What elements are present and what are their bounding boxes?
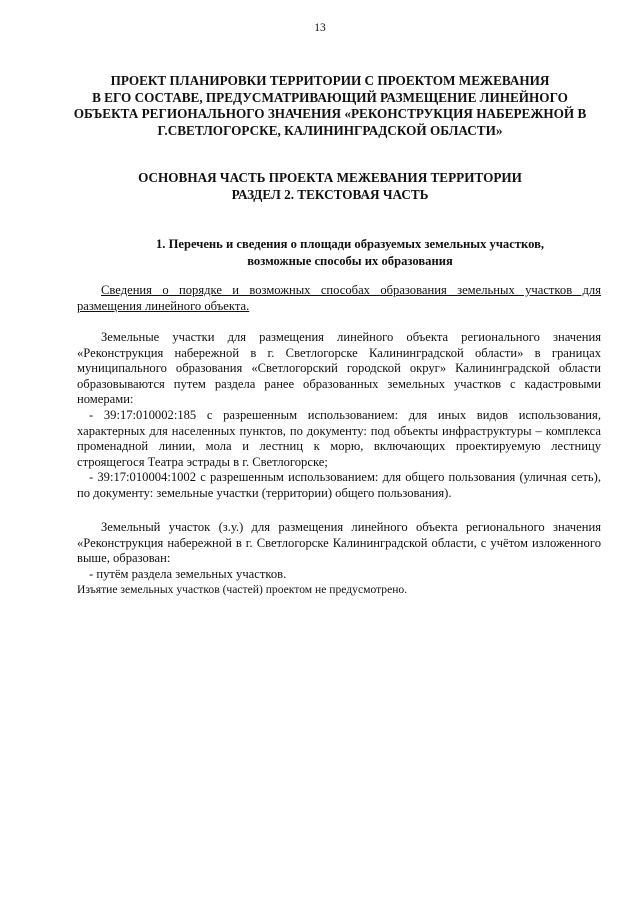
page-number: 13	[314, 22, 326, 34]
section-title	[44, 170, 616, 203]
main-title	[44, 73, 616, 139]
underlined-heading: Сведения о порядке и возможных способах образования земельных участков для размещения линейного объекта.	[77, 283, 601, 313]
list-item-3: - путём раздела земельных участков.	[89, 566, 287, 581]
list-item-2: - 39:17:010004:1002 с разрешенным использованием: для общего пользования (уличная сеть), по документу: земельные участки (территории) общего пользования).	[77, 470, 601, 500]
main-title-line-2: В ЕГО СОСТАВЕ, ПРЕДУСМАТРИВАЮЩИЙ РАЗМЕЩЕНИЕ ЛИНЕЙНОГО	[92, 89, 568, 105]
subsection-title: 1. Перечень и сведения о площади образуемых земельных участков, возможные способы их образования	[155, 237, 545, 268]
main-title-line-4: Г.СВЕТЛОГОРСКЕ, КАЛИНИНГРАДСКОЙ ОБЛАСТИ»	[157, 122, 503, 138]
main-title-line-3: ОБЪЕКТА РЕГИОНАЛЬНОГО ЗНАЧЕНИЯ «РЕКОНСТРУКЦИЯ НАБЕРЕЖНОЙ В	[73, 106, 587, 122]
paragraph-2: Земельный участок (з.у.) для размещения линейного объекта регионального значения «Реконструкция набережной в г. Светлогорске Калининградской области, с учётом изложенного выше, образован:	[77, 520, 601, 566]
closing-note: Изъятие земельных участков (частей) проектом не предусмотрено.	[77, 583, 408, 597]
paragraph-1: Земельные участки для размещения линейного объекта регионального значения «Реконструкция набережной в г. Светлогорске Калининградской области» в границах муниципального образования «Светлогорский городской округ» Калининградской области образовываются путем раздела ранее образованных земельных участков с кадастровыми номерами:	[77, 330, 601, 407]
paragraph-block-1	[77, 330, 601, 502]
main-title-line-1: ПРОЕКТ ПЛАНИРОВКИ ТЕРРИТОРИИ С ПРОЕКТОМ МЕЖЕВАНИЯ	[110, 73, 550, 88]
list-item-1: - 39:17:010002:185 с разрешенным использованием: для иных видов использования, характерных для населенных пунктов, по документу: под объекты инфраструктуры – комплекса променадной линии, мола и лестниц к морю, включающих проектируемую лестницу строящегося Театра эстрады в г. Светлогорске;	[77, 407, 601, 469]
section-title-line-1: ОСНОВНАЯ ЧАСТЬ ПРОЕКТА МЕЖЕВАНИЯ ТЕРРИТОРИИ	[138, 170, 522, 185]
section-title-line-2: РАЗДЕЛ 2. ТЕКСТОВАЯ ЧАСТЬ	[231, 186, 429, 202]
underlined-heading-block	[77, 283, 601, 314]
paragraph-block-2	[77, 520, 601, 598]
